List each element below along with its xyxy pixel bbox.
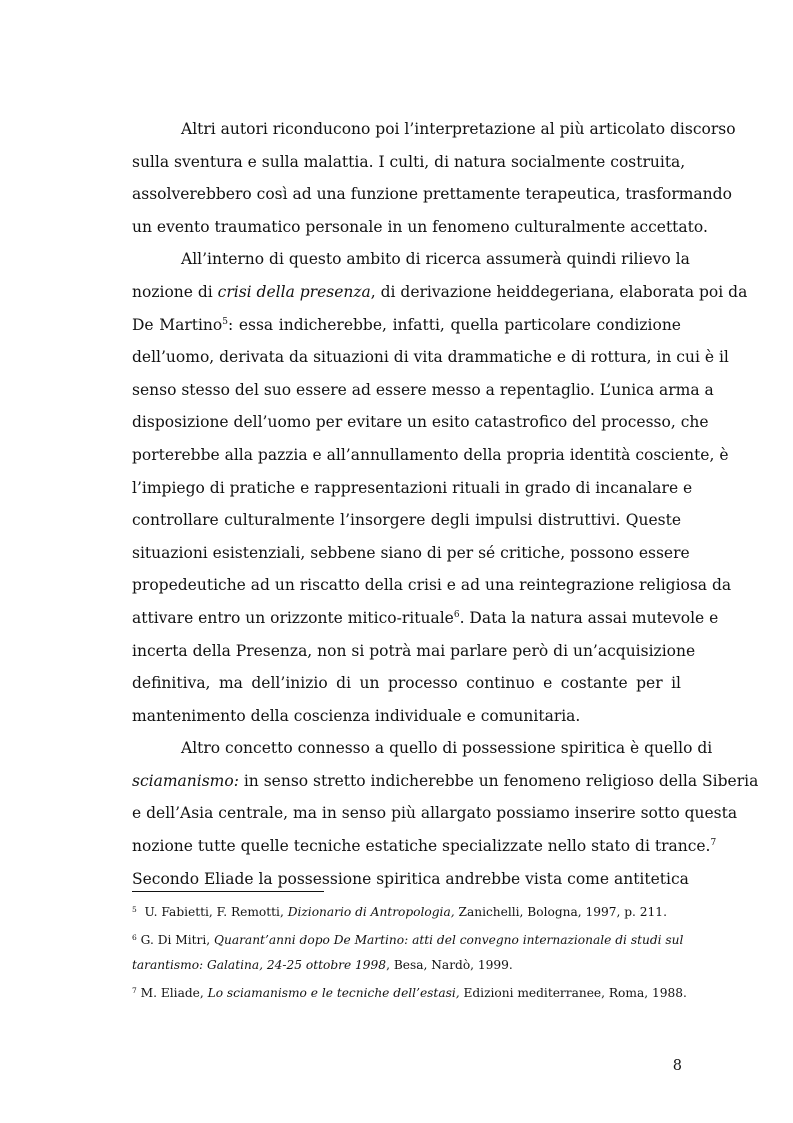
text-run: Zanichelli, Bologna, 1997, p. 211.: [454, 905, 667, 919]
text-run: in senso stretto indicherebbe un fenomeno religioso della Siberia: [238, 771, 759, 790]
text-line: disposizione dell’uomo per evitare un esito catastrofico del processo, che: [132, 413, 709, 432]
footnotes: [132, 900, 687, 1009]
text-run: . Data la natura assai mutevole e: [459, 608, 719, 627]
text-line: All’interno di questo ambito di ricerca assumerà quindi rilievo la: [181, 250, 690, 269]
italic-term: crisi della presenza: [217, 282, 371, 301]
body-text: [132, 113, 759, 895]
text-run: , Besa, Nardò, 1999.: [386, 958, 513, 972]
text-line: e dell’Asia centrale, ma in senso più allargato possiamo inserire sotto questa: [132, 804, 738, 823]
text-line: [132, 765, 759, 798]
footnote-marker: 6: [132, 933, 137, 942]
text-run: U. Fabietti, F. Remotti,: [136, 905, 288, 919]
footnote-ref-7: 7: [710, 838, 717, 849]
text-run: attivare entro un orizzonte mitico-rituale: [132, 608, 454, 627]
page-number: 8: [672, 1058, 682, 1074]
text-line: senso stesso del suo essere ad essere messo a repentaglio. L’unica arma a: [132, 380, 714, 399]
italic-title: Lo sciamanismo e le tecniche dell’estasi,: [207, 986, 460, 1000]
text-line: incerta della Presenza, non si potrà mai parlare però di un’acquisizione: [132, 641, 696, 660]
text-line: porterebbe alla pazzia e all’annullamento della propria identità cosciente, è: [132, 445, 729, 464]
text-run: : essa indicherebbe, infatti, quella particolare condizione: [227, 315, 681, 334]
text-line: [132, 602, 719, 635]
text-line: definitiva, ma dell’inizio di un processo continuo e costante per il: [132, 674, 681, 693]
italic-term: sciamanismo:: [132, 771, 239, 790]
italic-title: tarantismo: Galatina, 24-25 ottobre 1998: [132, 958, 387, 972]
text-run: M. Eliade,: [136, 986, 208, 1000]
text-line: dell’uomo, derivata da situazioni di vita drammatiche e di rottura, in cui è il: [132, 348, 729, 367]
italic-title: Quarant’anni dopo De Martino: atti del convegno internazionale di studi sul: [214, 933, 684, 947]
footnote-separator: [132, 891, 324, 892]
text-run: nozione tutte quelle tecniche estatiche specializzate nello stato di trance.: [132, 837, 711, 856]
text-line: propedeutiche ad un riscatto della crisi e ad una reintegrazione religiosa da: [132, 576, 732, 595]
text-run: G. Di Mitri,: [136, 933, 214, 947]
text-line: [132, 830, 717, 863]
text-line: Secondo Eliade la possessione spiritica andrebbe vista come antitetica: [132, 869, 689, 888]
text-run: De Martino: [132, 315, 223, 334]
footnote-ref-6: 6: [453, 609, 460, 620]
paragraph-1: [132, 113, 736, 243]
text-line: mantenimento della coscienza individuale e comunitaria.: [132, 706, 581, 725]
footnote-line: [132, 928, 684, 953]
footnote-line: [132, 900, 681, 925]
text-line: assolverebbero così ad una funzione prettamente terapeutica, trasformando: [132, 185, 732, 204]
footnote-marker: 7: [132, 986, 137, 995]
footnote-7: [132, 981, 687, 1006]
text-line: Altro concetto connesso a quello di possessione spiritica è quello di: [181, 739, 713, 758]
text-line: situazioni esistenziali, sebbene siano di per sé critiche, possono essere: [132, 543, 690, 562]
italic-title: Dizionario di Antropologia,: [287, 905, 455, 919]
footnote-line: [132, 953, 681, 978]
footnote-6: [132, 928, 684, 978]
paragraph-3: [132, 732, 759, 895]
text-line: controllare culturalmente l’insorgere degli impulsi distruttivi. Queste: [132, 511, 681, 530]
text-run: , di derivazione heiddegeriana, elaborata poi da: [370, 282, 748, 301]
text-line: Altri autori riconducono poi l’interpretazione al più articolato discorso: [181, 120, 736, 138]
text-run: nozione di: [132, 282, 218, 301]
footnote-ref-5: 5: [222, 316, 228, 327]
paragraph-2: [132, 243, 748, 732]
text-line: l’impiego di pratiche e rappresentazioni rituali in grado di incanalare e: [132, 478, 693, 497]
footnote-marker: 5: [132, 905, 137, 914]
text-line: un evento traumatico personale in un fenomeno culturalmente accettato.: [132, 217, 708, 236]
text-line: sulla sventura e sulla malattia. I culti, di natura socialmente costruita,: [132, 152, 686, 171]
text-run: Edizioni mediterranee, Roma, 1988.: [459, 986, 687, 1000]
footnote-5: [132, 900, 681, 925]
footnote-line: [132, 981, 687, 1006]
text-line: [132, 276, 748, 309]
text-line: [132, 309, 681, 342]
